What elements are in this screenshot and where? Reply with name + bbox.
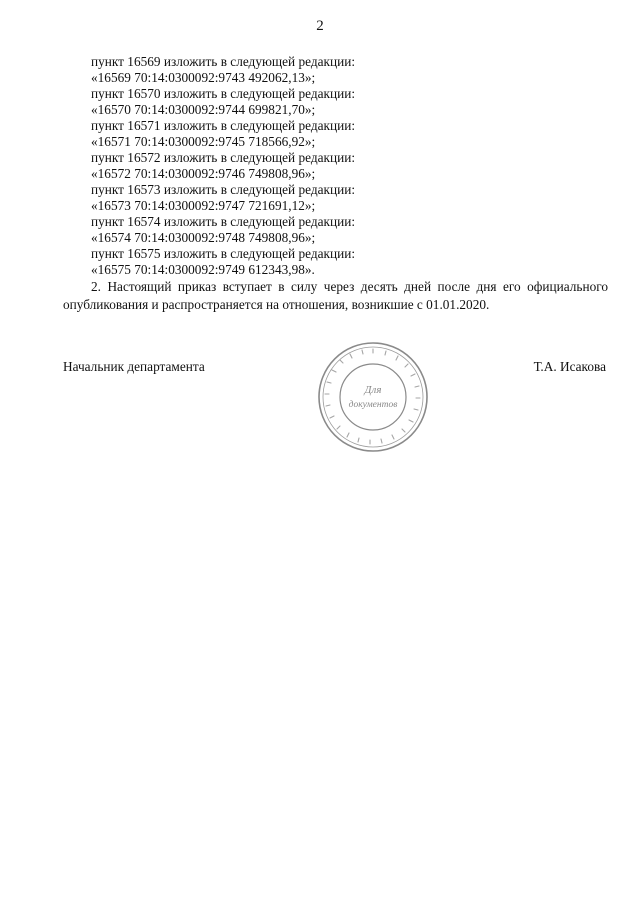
stamp-text-line-2: документов: [348, 400, 398, 410]
amendment-point: пункт 16575 изложить в следующей редакции:: [91, 246, 356, 261]
paragraph-line-2: опубликования и распространяется на отношения, возникшие с 01.01.2020.: [63, 297, 490, 312]
paragraph-line-1: 2. Настоящий приказ вступает в силу через десять дней после дня его официального: [91, 279, 608, 294]
amendment-text: «16572 70:14:0300092:9746 749808,96»;: [91, 166, 316, 181]
amendment-point: пункт 16571 изложить в следующей редакции:: [91, 118, 356, 133]
amendment-point: пункт 16572 изложить в следующей редакции:: [91, 150, 356, 165]
amendment-list: [91, 54, 355, 278]
amendment-text: «16571 70:14:0300092:9745 718566,92»;: [91, 134, 316, 149]
amendment-text: «16569 70:14:0300092:9743 492062,13»;: [91, 70, 316, 85]
amendment-point: пункт 16574 изложить в следующей редакции:: [91, 214, 356, 229]
signatory-name: Т.А. Исакова: [533, 359, 606, 374]
amendment-point: пункт 16570 изложить в следующей редакции:: [91, 86, 356, 101]
amendment-text: «16574 70:14:0300092:9748 749808,96»;: [91, 230, 316, 245]
page-number: 2: [316, 18, 324, 34]
stamp-text-line-1: Для: [364, 384, 382, 396]
amendment-text: «16573 70:14:0300092:9747 721691,12»;: [91, 198, 316, 213]
official-stamp: [316, 340, 430, 454]
amendment-text: «16570 70:14:0300092:9744 699821,70»;: [91, 102, 316, 117]
effective-date-paragraph: [63, 278, 608, 314]
signatory-title: Начальник департамента: [63, 359, 205, 374]
amendment-point: пункт 16569 изложить в следующей редакции:: [91, 54, 356, 69]
amendment-point: пункт 16573 изложить в следующей редакции:: [91, 182, 356, 197]
amendment-text: «16575 70:14:0300092:9749 612343,98».: [91, 262, 315, 277]
